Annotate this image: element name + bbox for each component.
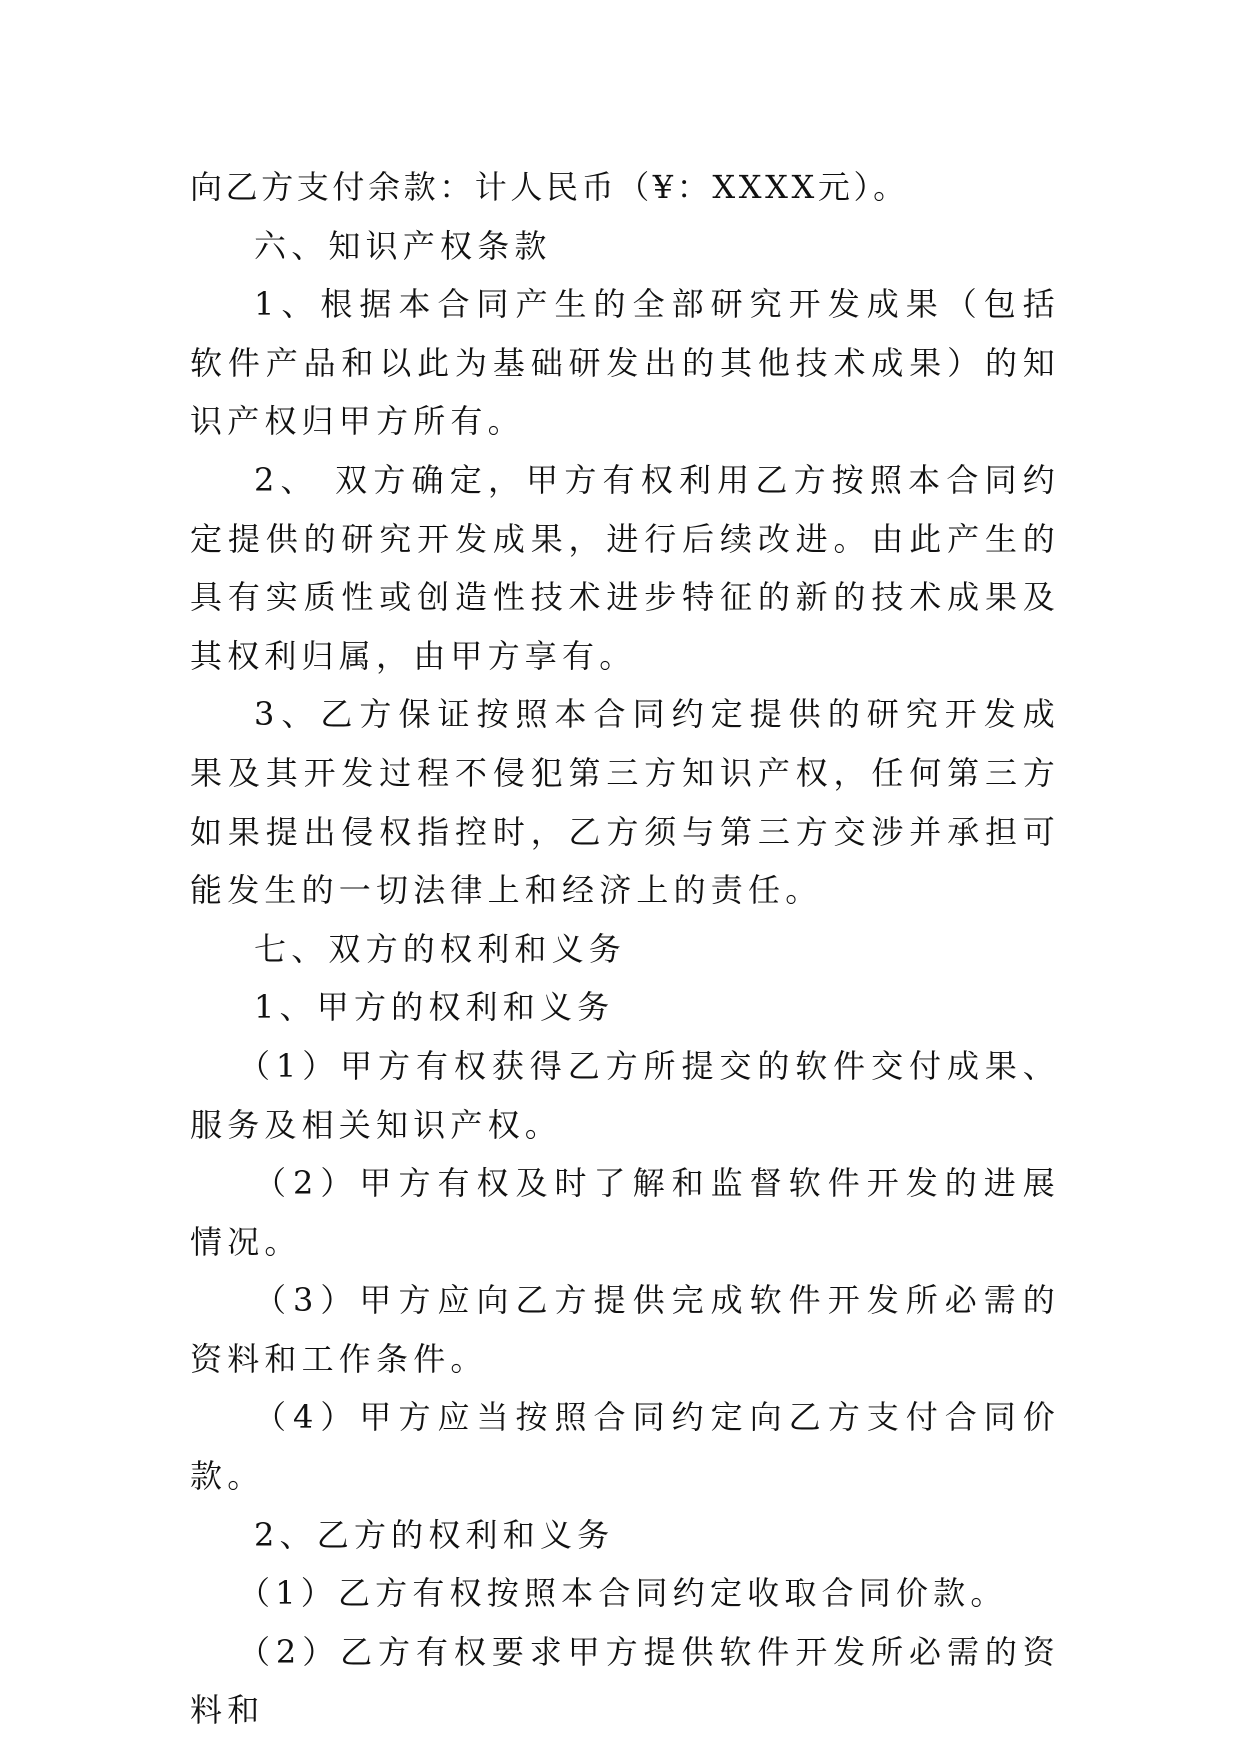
paragraph-party-a-item-3: （3）甲方应向乙方提供完成软件开发所必需的资料和工作条件。 <box>190 1281 1060 1378</box>
heading-party-a-rights: 1、甲方的权利和义务 <box>254 988 615 1027</box>
paragraph-party-a-item-1: （1）甲方有权获得乙方所提交的软件交付成果、服务及相关知识产权。 <box>190 1046 1060 1144</box>
paragraph-party-a-item-4: （4）甲方应当按照合同约定向乙方支付合同价款。 <box>190 1398 1060 1496</box>
paragraph-party-b-item-1: （1）乙方有权按照本合同约定收取合同价款。 <box>238 1574 1008 1613</box>
paragraph-ip-clause-2: 2、 双方确定，甲方有权利用乙方按照本合同约定提供的研究开发成果，进行后续改进。由此产生的具有实质性或创造性技术进步特征的新的技术成果及其权利归属，由甲方享有。 <box>190 460 1060 675</box>
paragraph-ip-clause-3: 3、乙方保证按照本合同约定提供的研究开发成果及其开发过程不侵犯第三方知识产权，任何第三方如果提出侵权指控时，乙方须与第三方交涉并承担可能发生的一切法律上和经济上的责任。 <box>190 695 1060 910</box>
paragraph-ip-clause-1: 1、根据本合同产生的全部研究开发成果（包括软件产品和以此为基础研发出的其他技术成果）的知识产权归甲方所有。 <box>190 285 1060 441</box>
paragraph-party-b-item-2: （2）乙方有权要求甲方提供软件开发所必需的资料和 <box>190 1632 1060 1730</box>
heading-party-b-rights: 2、乙方的权利和义务 <box>254 1515 615 1554</box>
document-body <box>190 158 1060 1740</box>
paragraph-payment-balance: 向乙方支付余款：计人民币（¥：XXXX元）。 <box>190 168 909 206</box>
heading-intellectual-property: 六、知识产权条款 <box>254 226 552 265</box>
heading-rights-obligations: 七、双方的权利和义务 <box>254 929 627 968</box>
paragraph-party-a-item-2: （2）甲方有权及时了解和监督软件开发的进展情况。 <box>190 1164 1060 1261</box>
